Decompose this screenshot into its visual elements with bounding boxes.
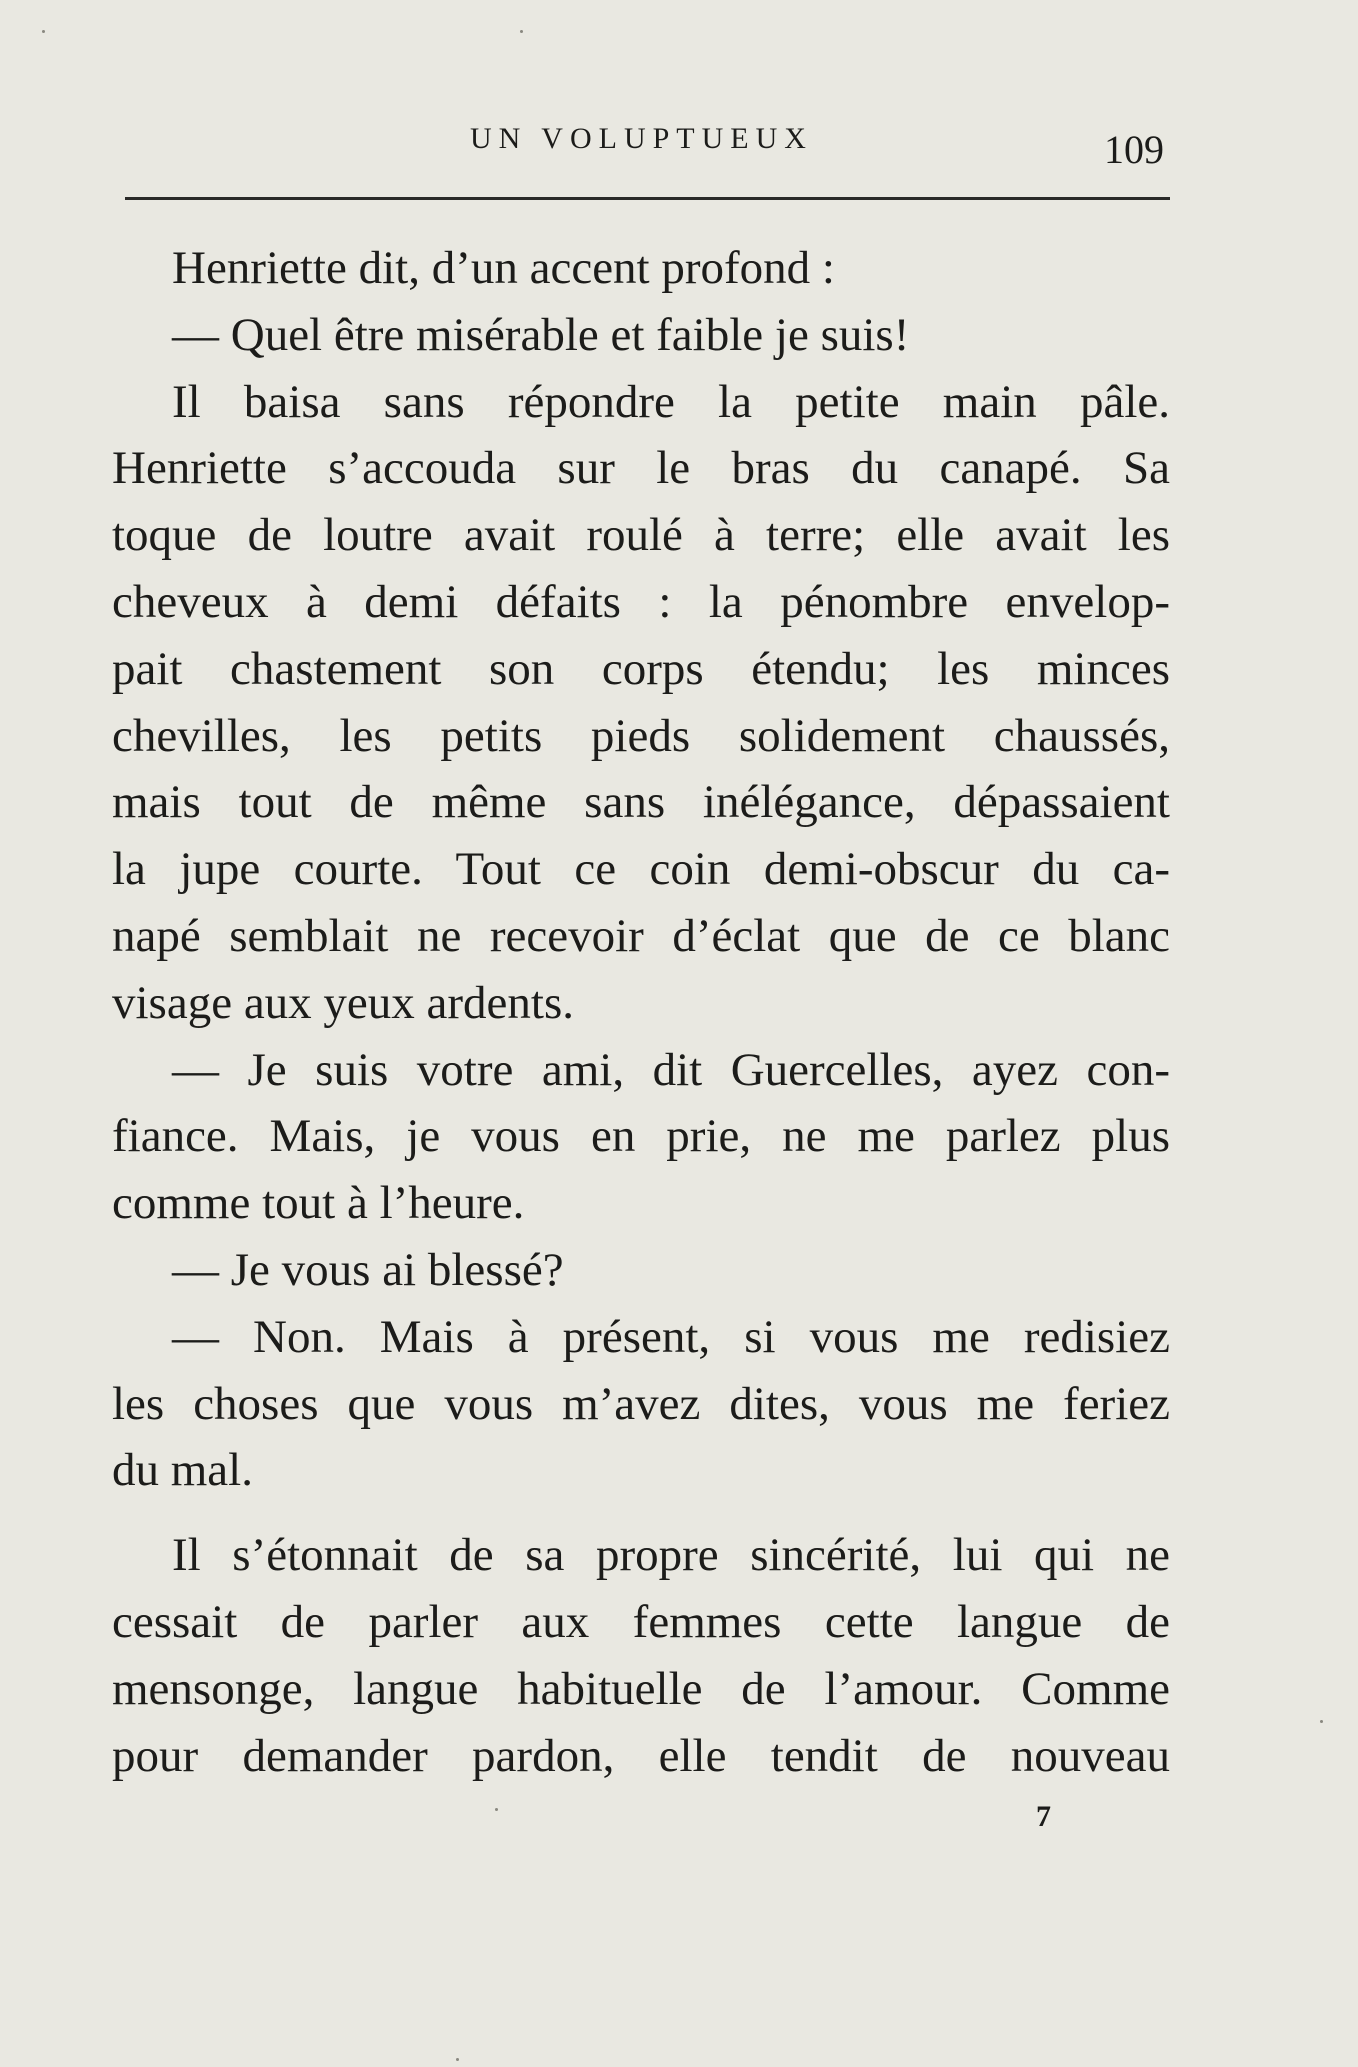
text-line: — Non. Mais à présent, si vous me redisiez — [172, 1310, 1170, 1363]
body-text — [112, 235, 1170, 1789]
text-line: cessait de parler aux femmes cette langue de — [112, 1595, 1170, 1648]
text-line: Henriette s’accouda sur le bras du canapé. Sa — [112, 442, 1170, 495]
header-rule — [125, 197, 1170, 200]
text-line: — Je suis votre ami, dit Guercelles, ayez con- — [172, 1043, 1170, 1096]
paper-speck — [520, 30, 523, 33]
text-line: Il baisa sans répondre la petite main pâle. — [172, 375, 1170, 428]
paper-speck — [456, 2058, 459, 2061]
paper-speck — [495, 1808, 498, 1811]
text-line: — Quel être misérable et faible je suis! — [172, 308, 910, 361]
text-line: cheveux à demi défaits : la pénombre envelop- — [112, 575, 1170, 628]
text-line: du mal. — [112, 1444, 253, 1497]
text-line: chevilles, les petits pieds solidement chaussés, — [112, 709, 1170, 762]
text-line: les choses que vous m’avez dites, vous me feriez — [112, 1377, 1170, 1430]
paper-speck — [1320, 1720, 1323, 1723]
text-line: visage aux yeux ardents. — [112, 976, 575, 1029]
text-line: pour demander pardon, elle tendit de nouveau — [112, 1729, 1170, 1782]
text-line: fiance. Mais, je vous en prie, ne me parlez plus — [112, 1110, 1170, 1163]
text-line: mais tout de même sans inélégance, dépassaient — [112, 776, 1170, 829]
paper-speck — [42, 30, 45, 33]
page-number: 109 — [1104, 127, 1164, 172]
printer-signature-mark: 7 — [1036, 1800, 1051, 1833]
running-head-title: UN VOLUPTUEUX — [470, 122, 813, 155]
text-line: la jupe courte. Tout ce coin demi-obscur du ca- — [112, 843, 1170, 896]
text-line: comme tout à l’heure. — [112, 1177, 525, 1230]
text-line: Il s’étonnait de sa propre sincérité, lui qui ne — [172, 1529, 1170, 1582]
text-line: toque de loutre avait roulé à terre; elle avait les — [112, 509, 1170, 562]
text-line: napé semblait ne recevoir d’éclat que de ce blanc — [112, 909, 1170, 962]
text-line: — Je vous ai blessé? — [172, 1243, 564, 1296]
text-line: Henriette dit, d’un accent profond : — [172, 242, 835, 294]
text-line: pait chastement son corps étendu; les minces — [112, 642, 1170, 695]
text-line: mensonge, langue habituelle de l’amour. Comme — [112, 1662, 1170, 1715]
